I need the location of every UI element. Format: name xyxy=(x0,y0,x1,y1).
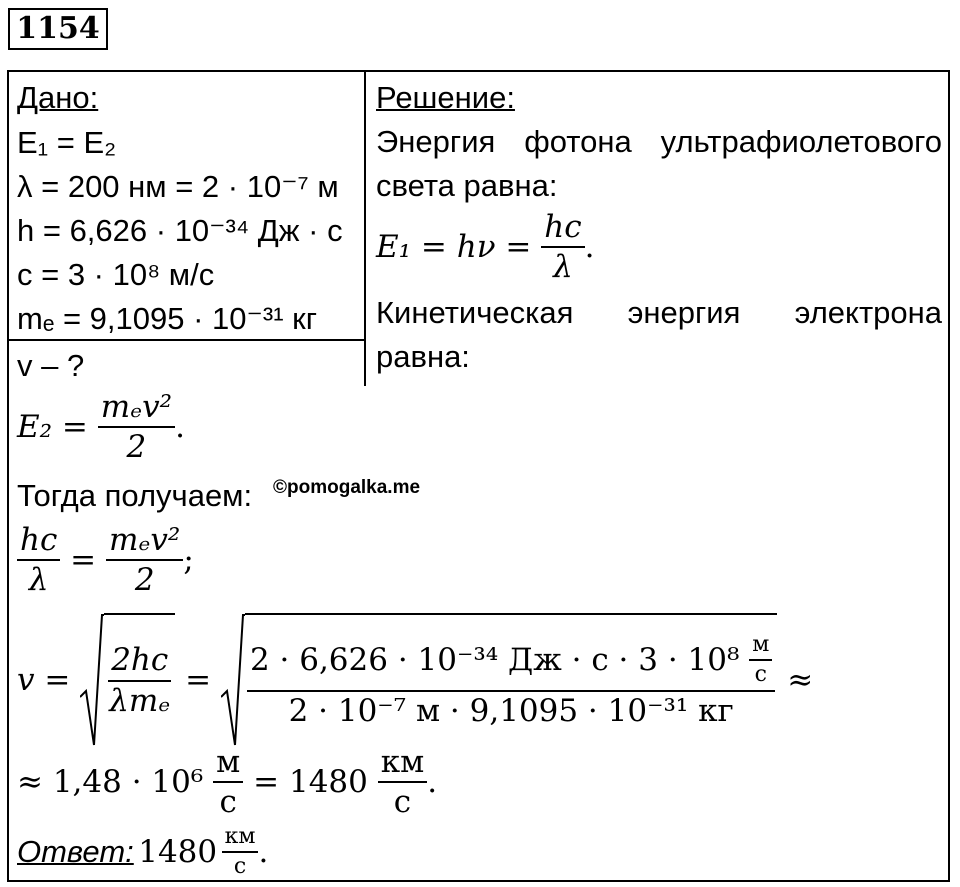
problem-number: 1154 xyxy=(8,8,108,50)
given-heading: Дано: xyxy=(17,80,99,115)
solution-text-1b: света равна: xyxy=(376,168,558,203)
answer-line: Ответ: 1480 $\frac{км}{с}$ . xyxy=(17,824,269,880)
sqrt-sign-icon xyxy=(80,613,104,747)
given-divider xyxy=(7,339,366,341)
solution-text-2a: Кинетическая энергия электрона xyxy=(376,295,942,330)
solution-text-1a: Энергия фотона ультрафиолетового xyxy=(376,124,942,159)
solution-heading: Решение: xyxy=(376,80,515,115)
sqrt-sign-icon xyxy=(221,613,245,747)
then-text: Тогда получаем: xyxy=(17,478,253,513)
watermark: ©pomogalka.me xyxy=(273,477,421,498)
find-line: v – ? xyxy=(17,348,85,383)
solution-text-2b: равна: xyxy=(376,339,470,374)
given-line-2: λ = 200 нм = 2 · 10⁻⁷ м xyxy=(17,169,339,204)
formula-e1: E₁ = hν = $\frac{hc}{\lambda}$ . xyxy=(376,209,595,286)
given-line-3: h = 6,626 · 10⁻³⁴ Дж · с xyxy=(17,213,343,248)
formula-e2: E₂ = $\frac{\text{mₑv²}}{2}$ . xyxy=(17,389,185,466)
formula-equality: $\frac{hc}{\lambda}$ = $\frac{\text{mₑv²}}{2}$ ; xyxy=(17,523,194,597)
given-line-1: E₁ = E₂ xyxy=(17,125,117,160)
given-line-5: mₑ = 9,1095 · 10⁻³¹ кг xyxy=(17,301,318,336)
formula-result: ≈ 1,48 · 10⁶ $\frac{м}{с}$ = 1480 $\frac{км}{с}$ . xyxy=(17,744,438,821)
given-line-4: c = 3 · 10⁸ м/с xyxy=(17,257,215,292)
formula-velocity: v = $\frac{2hc}{\text{λmₑ}}$ = 2 · 6,626 · 10⁻³⁴ Дж · с · 3 · 10⁸ $\frac{м}{с}$ 2 · 10⁻⁷ м · 9,1095 · 10⁻³¹ кг ≈ xyxy=(17,612,813,747)
